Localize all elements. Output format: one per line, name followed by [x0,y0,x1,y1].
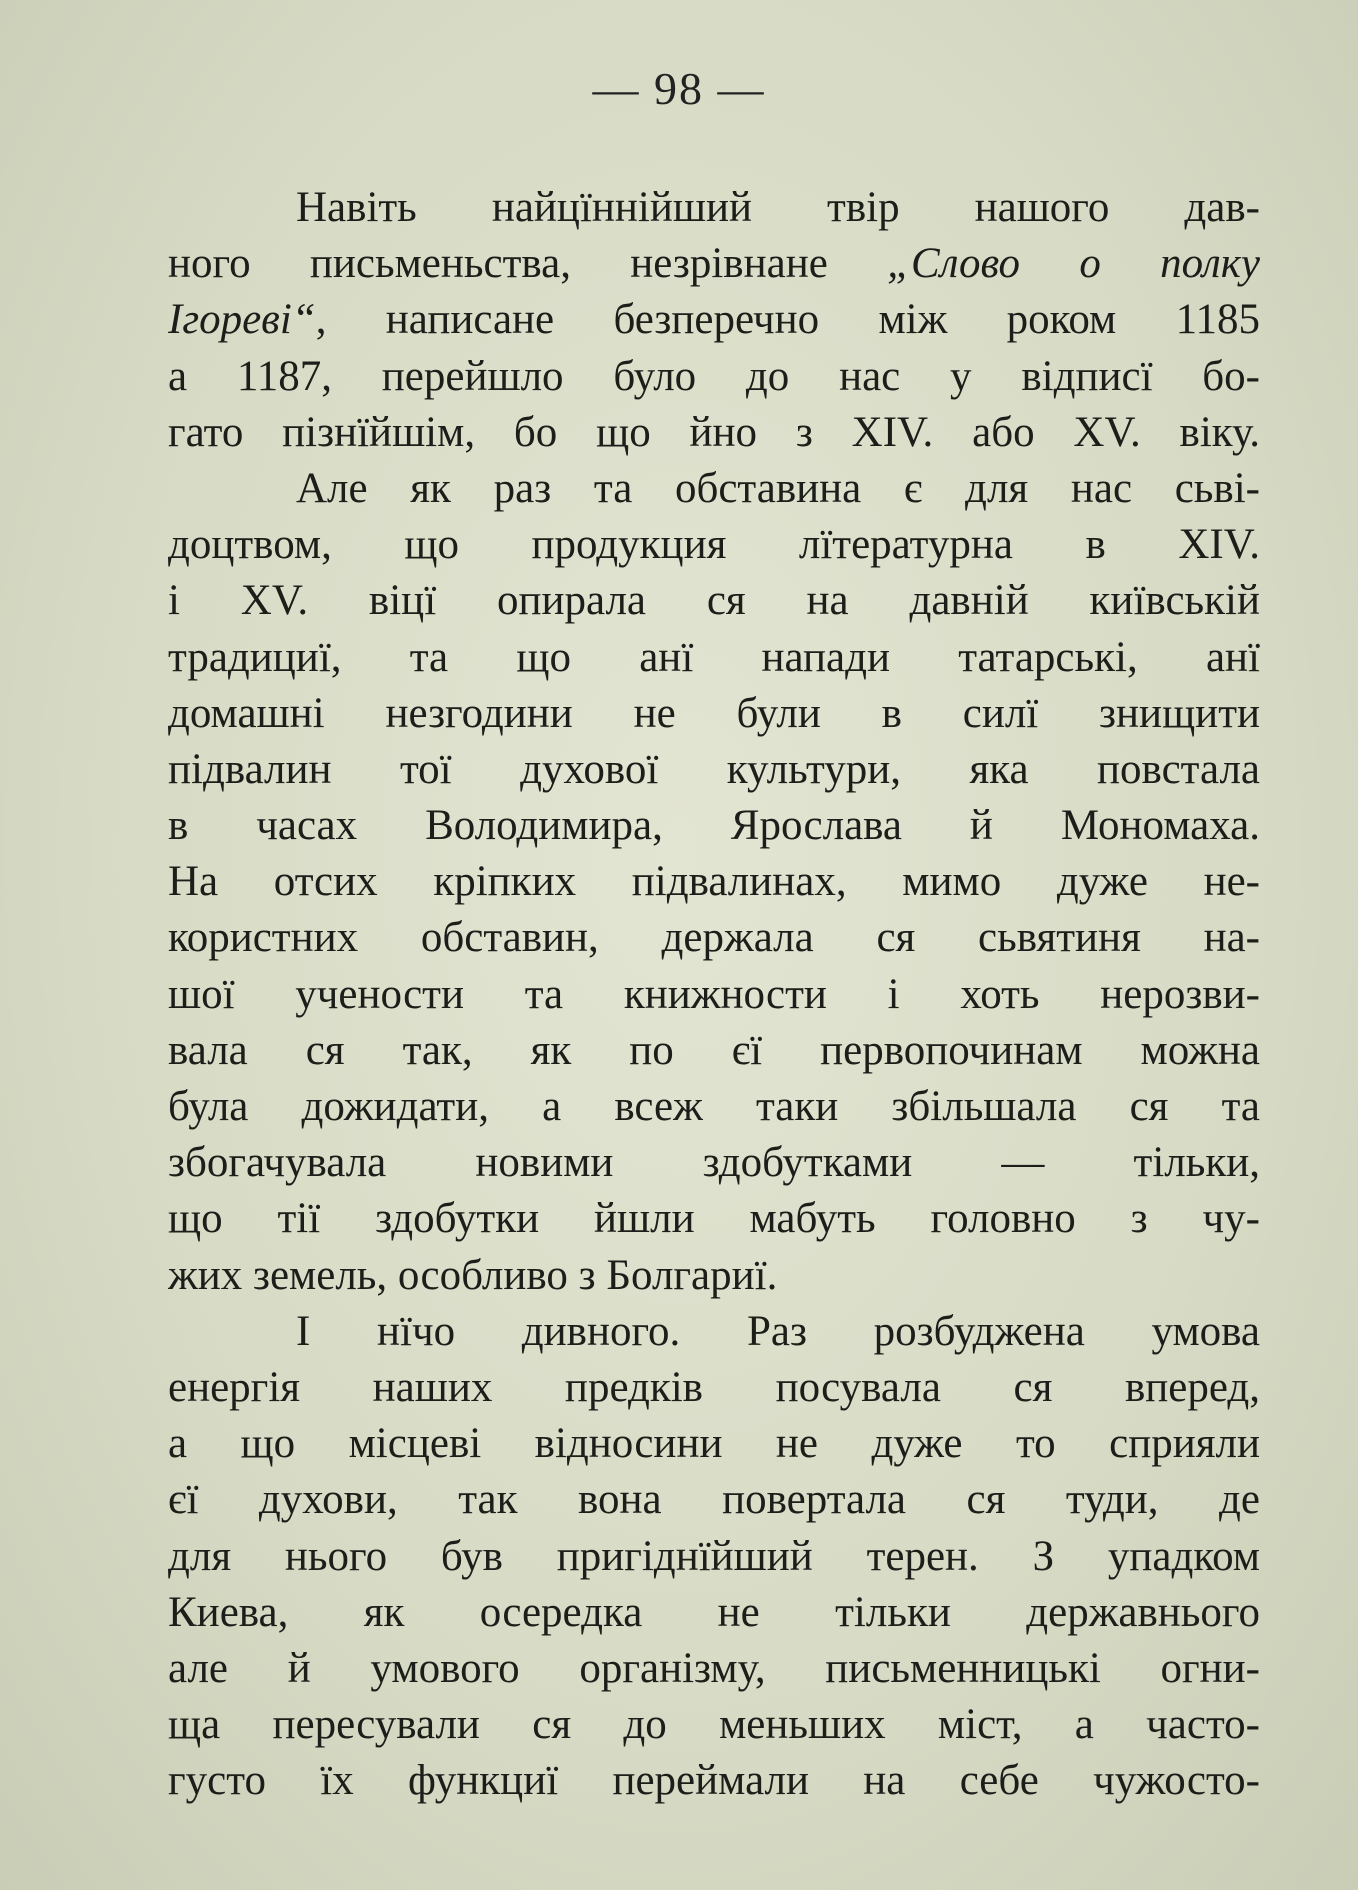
body-text [168,180,1260,1809]
text-line: На отсих кріпких підвалинах, мимо дуже не- [168,858,1260,906]
text-line: Але як раз та обставина є для нас сьві- [296,464,1260,512]
text-line [168,292,1260,348]
paragraph-1 [168,180,1260,461]
text-line: ща пересували ся до меньших міст, а часто- [168,1701,1260,1749]
text-line: І нїчо дивного. Раз розбуджена умова [296,1307,1260,1355]
text-line: доцтвом, що продукция лїтературна в XIV. [168,521,1260,569]
text-line: енергія наших предків посувала ся вперед, [168,1363,1260,1411]
text-line: єї духови, так вона повертала ся туди, де [168,1476,1260,1524]
text-line: для нього був пригіднїйший терен. З упадком [168,1532,1260,1580]
text-line: а що місцеві відносини не дуже то сприяли [168,1420,1260,1468]
italic-title: Ігореві“ [168,296,316,344]
text-line: густо їх функциї переймали на себе чужосто- [168,1757,1260,1805]
text-line: збогачувала новими здобутками — тільки, [168,1139,1260,1187]
text-line: але й умового організму, письменницькі огни- [168,1644,1260,1692]
text-line-segment: ного письменьства, незрівнане [168,240,828,288]
text-line: шої учености та книжности і хоть нерозви- [168,970,1260,1018]
text-line: традициї, та що анї напади татарські, анї [168,633,1260,681]
paragraph-3 [168,1304,1260,1810]
text-line-segment: , написане безперечно між роком 1185 [315,296,1260,344]
text-line [168,236,1260,292]
text-line: підвалин тої духової культури, яка повстала [168,745,1260,793]
text-line: Киева, як осередка не тільки державнього [168,1588,1260,1636]
text-line: вала ся так, як по єї первопочинам можна [168,1026,1260,1074]
text-line: була дожидати, а всеж таки збільшала ся та [168,1083,1260,1130]
text-line: домашні незгодини не були в силї знищити [168,689,1260,737]
text-line: жих земель, особливо з Болгариї. [168,1251,778,1299]
text-line: а 1187, перейшло було до нас у відписї бо- [168,352,1260,400]
page-number: — 98 — [592,63,766,114]
text-line: Навіть найцїннійший твір нашого дав- [296,184,1260,231]
text-line: в часах Володимира, Ярослава й Мономаха. [168,802,1260,850]
text-line: гато пізнїйшім, бо що йно з XIV. або XV. віку. [168,408,1260,456]
text-line: що тії здобутки йшли мабуть головно з чу- [168,1195,1260,1243]
italic-title: „Слово о полку [887,240,1260,288]
text-line: користних обставин, держала ся сьвятиня на- [168,914,1260,962]
text-line: і XV. віцї опирала ся на давній київській [168,577,1260,625]
paragraph-2 [168,461,1260,1304]
